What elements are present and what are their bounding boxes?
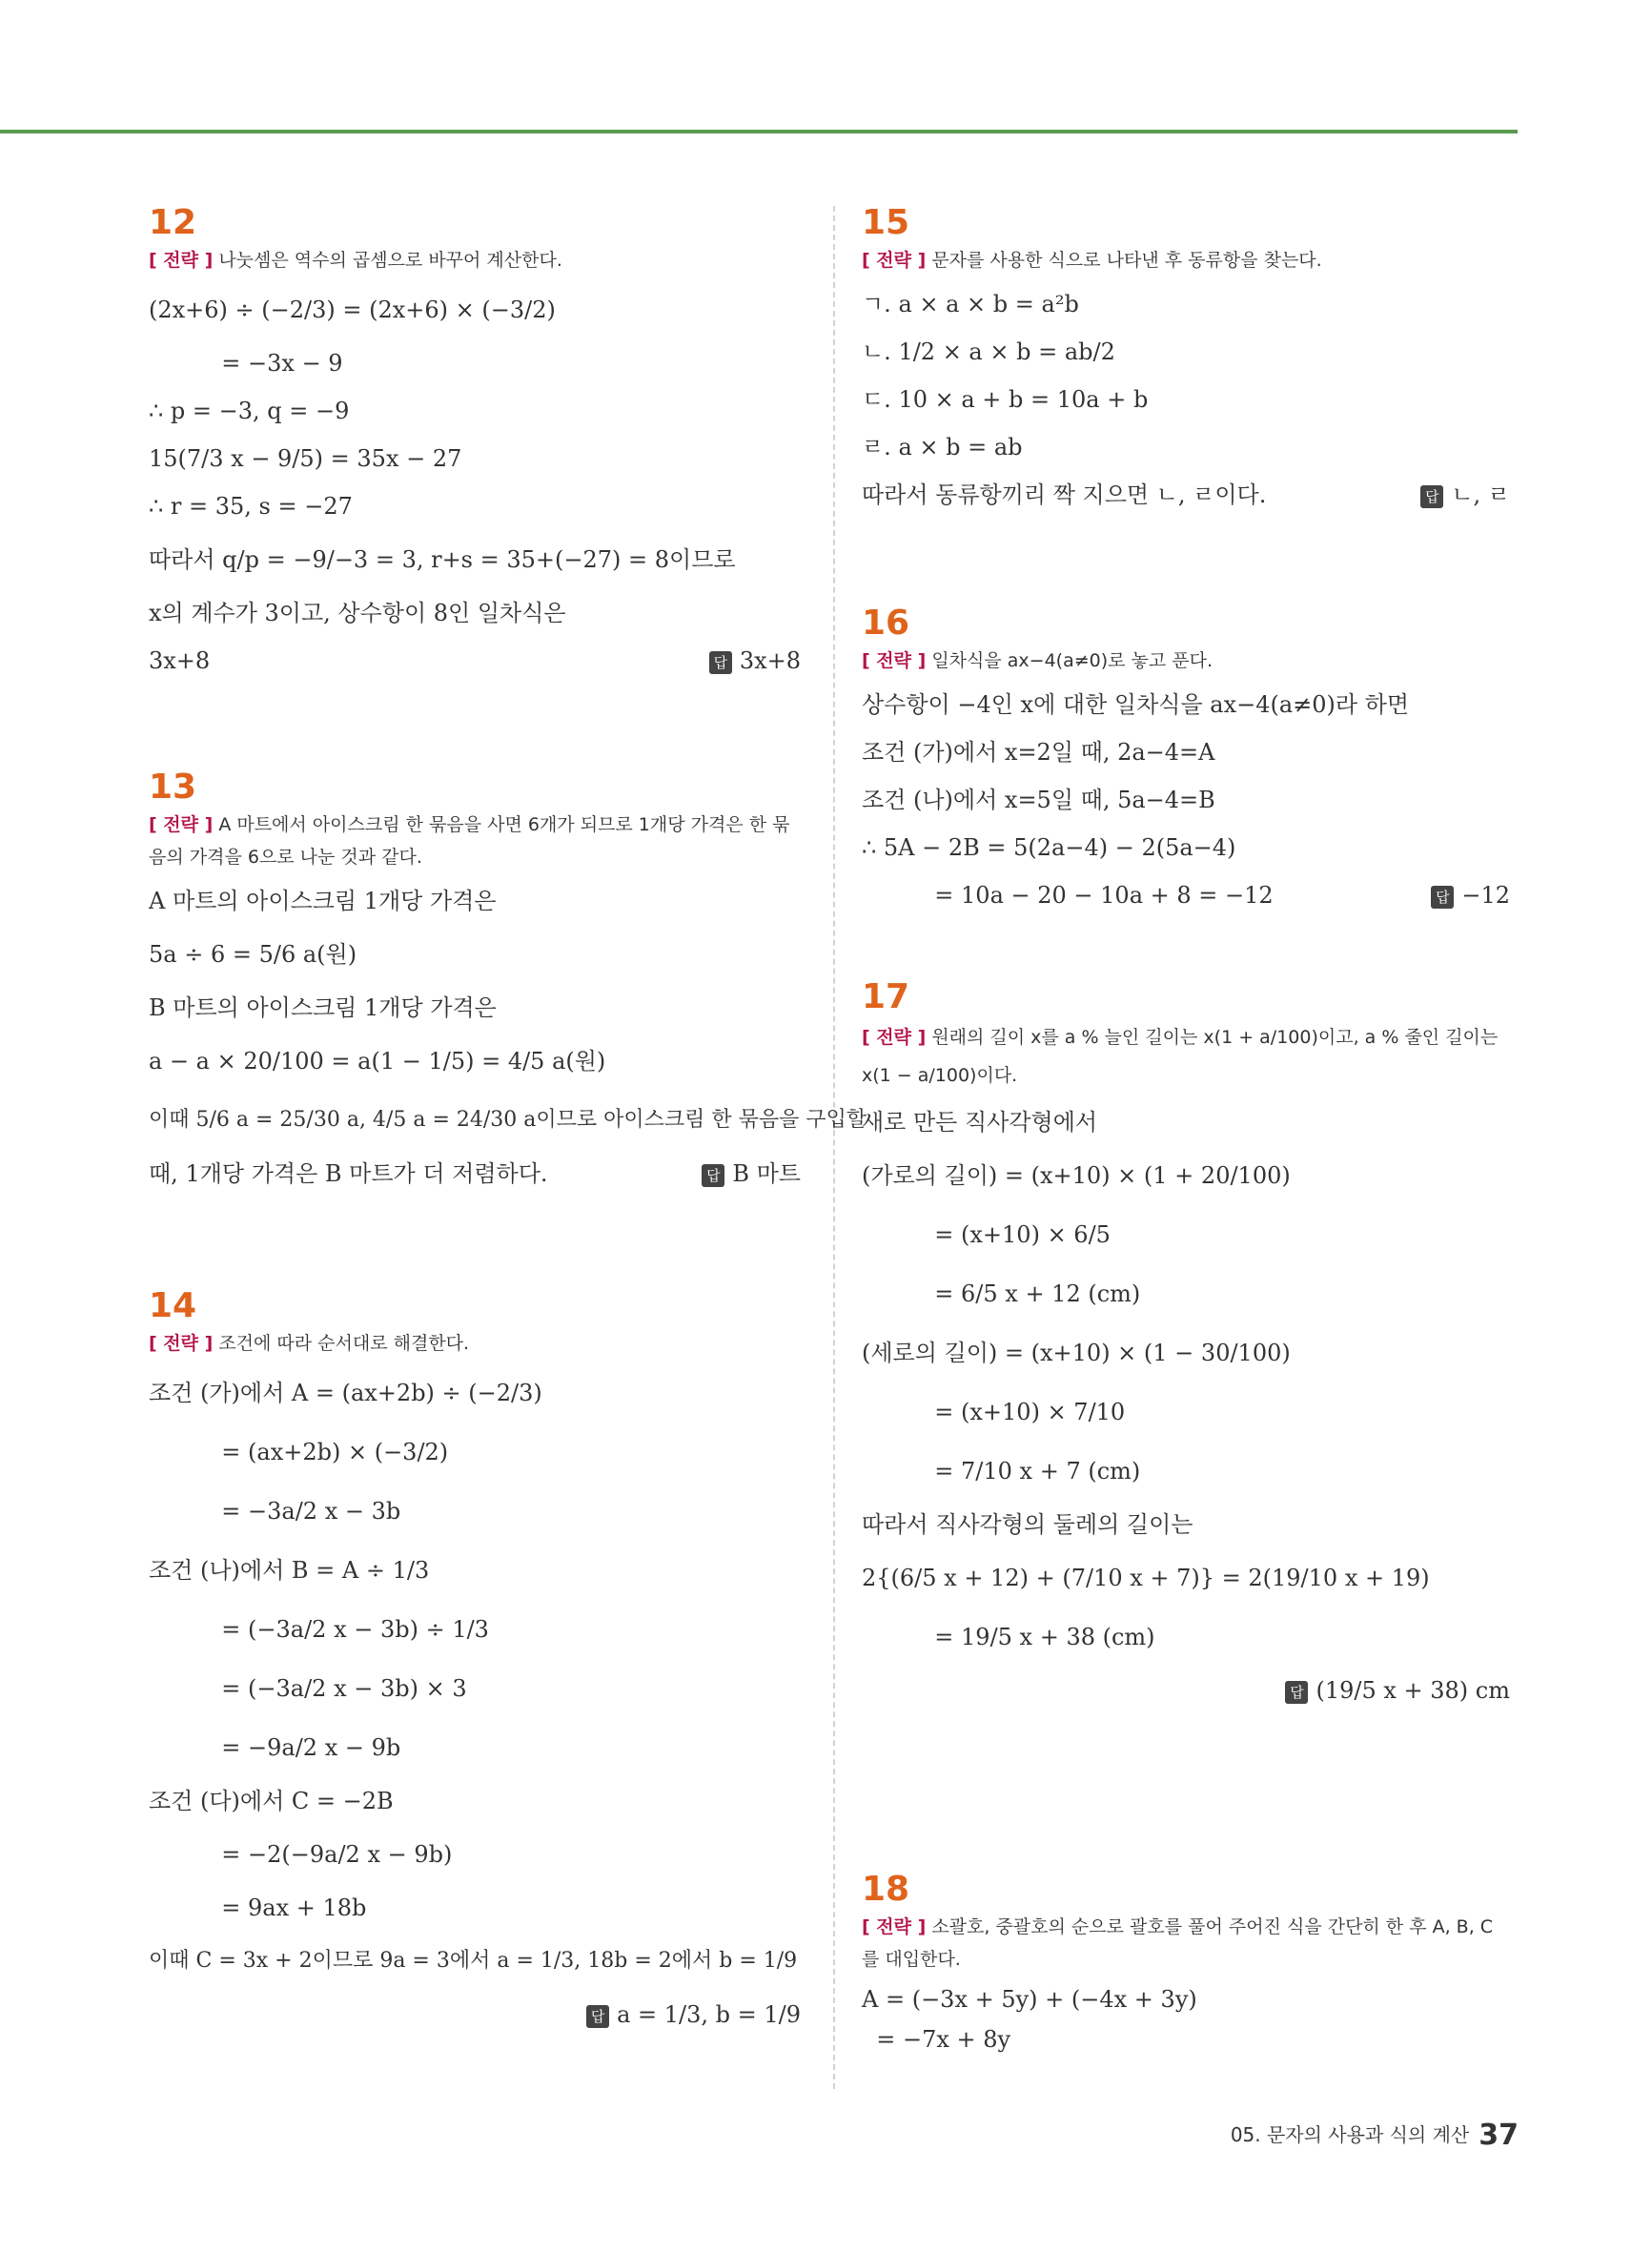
strategy-label: [ 전략 ]: [862, 650, 927, 671]
problem-number: 15: [862, 203, 910, 242]
solution-line: = (x+10) × 7/10: [862, 1399, 1126, 1425]
solution-line: 상수항이 −4인 x에 대한 일차식을 ax−4(a≠0)라 하면: [862, 691, 1410, 718]
final-line: [149, 1150, 801, 1198]
answer: [1285, 1667, 1510, 1714]
final-line: [149, 637, 801, 685]
answer-text: B 마트: [732, 1160, 801, 1187]
solution-line: 15(7/3 x − 9/5) = 35x − 27: [149, 445, 462, 472]
solution-line: = (−3a/2 x − 3b) ÷ 1/3: [149, 1616, 489, 1643]
solution-line: 따라서 q/p = −9/−3 = 3, r+s = 35+(−27) = 8이므로: [149, 546, 736, 573]
solution-line: = 9ax + 18b: [149, 1895, 367, 1921]
answer-text: 3x+8: [739, 647, 801, 674]
solution-line: ∴ r = 35, s = −27: [149, 493, 353, 520]
answer-icon: 답: [1420, 485, 1443, 508]
strategy-text: 소괄호, 중괄호의 순으로 괄호를 풀어 주어진 식을 간단히 한 후 A, B, C를 대입한다.: [862, 1916, 1494, 1970]
final-line: [862, 871, 1510, 919]
final-text: 때, 1개당 가격은 B 마트가 더 저렴하다.: [149, 1160, 548, 1187]
solution-line: ∴ 5A − 2B = 5(2a−4) − 2(5a−4): [862, 834, 1236, 861]
problem-12: [149, 204, 801, 685]
strategy-label: [ 전략 ]: [862, 1916, 927, 1937]
final-line: [149, 1991, 801, 2038]
page-footer: [1231, 2119, 1519, 2152]
solution-line: = 7/10 x + 7 (cm): [862, 1458, 1141, 1485]
problem-number: 17: [862, 977, 910, 1016]
answer-icon: 답: [1431, 886, 1454, 909]
strategy: [862, 244, 1510, 277]
solution-line: 조건 (다)에서 C = −2B: [149, 1788, 394, 1814]
solution-line: (2x+6) ÷ (−2/3) = (2x+6) × (−3/2): [149, 297, 556, 323]
answer-text: (19/5 x + 38) cm: [1315, 1677, 1510, 1704]
answer: [1431, 871, 1510, 919]
solution-line: 조건 (가)에서 A = (ax+2b) ÷ (−2/3): [149, 1380, 542, 1406]
chapter-title: 05. 문자의 사용과 식의 계산: [1230, 2123, 1470, 2146]
strategy-text: 나눗셈은 역수의 곱셈으로 바꾸어 계산한다.: [218, 250, 562, 271]
strategy: [862, 1018, 1510, 1095]
problem-17: [862, 978, 1510, 1714]
strategy-text: A 마트에서 아이스크림 한 묶음을 사면 6개가 되므로 1개당 가격은 한 묶음의 가격을 6으로 나눈 것과 같다.: [149, 814, 790, 868]
solution-line: = (ax+2b) × (−3/2): [149, 1439, 449, 1465]
strategy-text: 문자를 사용한 식으로 나타낸 후 동류항을 찾는다.: [931, 250, 1322, 271]
answer: [702, 1150, 801, 1198]
strategy-text: 조건에 따라 순서대로 해결한다.: [218, 1333, 470, 1354]
solution-line: 5a ÷ 6 = 5/6 a(원): [149, 941, 357, 968]
solution-line: 새로 만든 직사각형에서: [862, 1109, 1098, 1136]
solution-line: = −9a/2 x − 9b: [149, 1734, 401, 1761]
answer: [586, 1991, 801, 2038]
solution-line: 조건 (나)에서 B = A ÷ 1/3: [149, 1557, 430, 1584]
problem-16: [862, 604, 1510, 919]
solution-line: (세로의 길이) = (x+10) × (1 − 30/100): [862, 1340, 1291, 1366]
answer-text: ㄴ, ㄹ: [1451, 481, 1510, 508]
answer-icon: 답: [586, 2005, 609, 2028]
strategy-label: [ 전략 ]: [862, 250, 927, 271]
answer-text: a = 1/3, b = 1/9: [617, 2001, 801, 2028]
final-text: 3x+8: [149, 647, 211, 674]
problem-14: [149, 1287, 801, 2038]
problem-number: 16: [862, 604, 910, 643]
answer-icon: 답: [702, 1164, 724, 1187]
answer-icon: 답: [709, 651, 732, 674]
solution-line: ㄴ. 1/2 × a × b = ab/2: [862, 338, 1115, 365]
solution-line: ㄹ. a × b = ab: [862, 434, 1023, 461]
solution-line: = −2(−9a/2 x − 9b): [149, 1841, 453, 1868]
solution-line: ㄷ. 10 × a + b = 10a + b: [862, 386, 1149, 413]
answer-text: −12: [1461, 882, 1510, 909]
top-rule: [0, 130, 1518, 133]
strategy: [862, 1911, 1510, 1976]
solution-line: = −7x + 8y: [862, 2026, 1011, 2053]
page-number: 37: [1479, 2119, 1519, 2152]
solution-line: B 마트의 아이스크림 1개당 가격은: [149, 994, 497, 1021]
strategy: [149, 809, 801, 873]
solution-line: 이때 5/6 a = 25/30 a, 4/5 a = 24/30 a이므로 아이스크림 한 묶음을 구입할: [149, 1108, 867, 1132]
solution-line: 2{(6/5 x + 12) + (7/10 x + 7)} = 2(19/10 x + 19): [862, 1565, 1430, 1591]
strategy-label: [ 전략 ]: [149, 250, 214, 271]
solution-line: (가로의 길이) = (x+10) × (1 + 20/100): [862, 1162, 1291, 1189]
strategy: [149, 244, 801, 277]
strategy-text: 일차식을 ax−4(a≠0)로 놓고 푼다.: [931, 650, 1214, 671]
problem-18: [862, 1871, 1510, 2059]
strategy-text: 원래의 길이 x를 a % 늘인 길이는 x(1 + a/100)이고, a % 줄인 길이는 x(1 − a/100)이다.: [862, 1027, 1499, 1086]
solution-line: ∴ p = −3, q = −9: [149, 398, 350, 424]
solution-line: = −3a/2 x − 3b: [149, 1498, 401, 1525]
solution-line: 조건 (나)에서 x=5일 때, 5a−4=B: [862, 787, 1215, 813]
column-divider: [833, 206, 835, 2089]
final-text: = 10a − 20 − 10a + 8 = −12: [862, 882, 1274, 909]
solution-line: 조건 (가)에서 x=2일 때, 2a−4=A: [862, 739, 1215, 766]
strategy: [149, 1327, 801, 1360]
solution-line: A 마트의 아이스크림 1개당 가격은: [149, 888, 497, 914]
final-text: 따라서 동류항끼리 짝 지으면 ㄴ, ㄹ이다.: [862, 481, 1267, 508]
solution-line: A = (−3x + 5y) + (−4x + 3y): [862, 1986, 1197, 2013]
strategy: [862, 645, 1510, 677]
strategy-label: [ 전략 ]: [862, 1027, 927, 1048]
problem-13: [149, 768, 867, 1198]
final-line: [862, 471, 1510, 519]
final-line: [862, 1667, 1510, 1714]
solution-line: x의 계수가 3이고, 상수항이 8인 일차식은: [149, 600, 566, 626]
problem-number: 12: [149, 203, 197, 242]
solution-line: = (x+10) × 6/5: [862, 1221, 1111, 1248]
solution-line: ㄱ. a × a × b = a²b: [862, 291, 1079, 317]
solution-line: = 19/5 x + 38 (cm): [862, 1624, 1155, 1650]
problem-number: 18: [862, 1870, 910, 1909]
solution-line: 따라서 직사각형의 둘레의 길이는: [862, 1511, 1193, 1538]
problem-number: 13: [149, 768, 197, 807]
solution-line: = (−3a/2 x − 3b) × 3: [149, 1675, 467, 1702]
strategy-label: [ 전략 ]: [149, 1333, 214, 1354]
problem-15: [862, 204, 1510, 519]
solution-line: a − a × 20/100 = a(1 − 1/5) = 4/5 a(원): [149, 1048, 606, 1075]
answer: [1420, 471, 1510, 519]
strategy-label: [ 전략 ]: [149, 814, 214, 835]
problem-number: 14: [149, 1286, 197, 1325]
answer-icon: 답: [1285, 1681, 1308, 1704]
solution-line: = −3x − 9: [149, 350, 343, 377]
solution-line: = 6/5 x + 12 (cm): [862, 1280, 1141, 1307]
solution-line: 이때 C = 3x + 2이므로 9a = 3에서 a = 1/3, 18b = 2에서 b = 1/9: [149, 1949, 798, 1973]
answer: [709, 637, 801, 685]
